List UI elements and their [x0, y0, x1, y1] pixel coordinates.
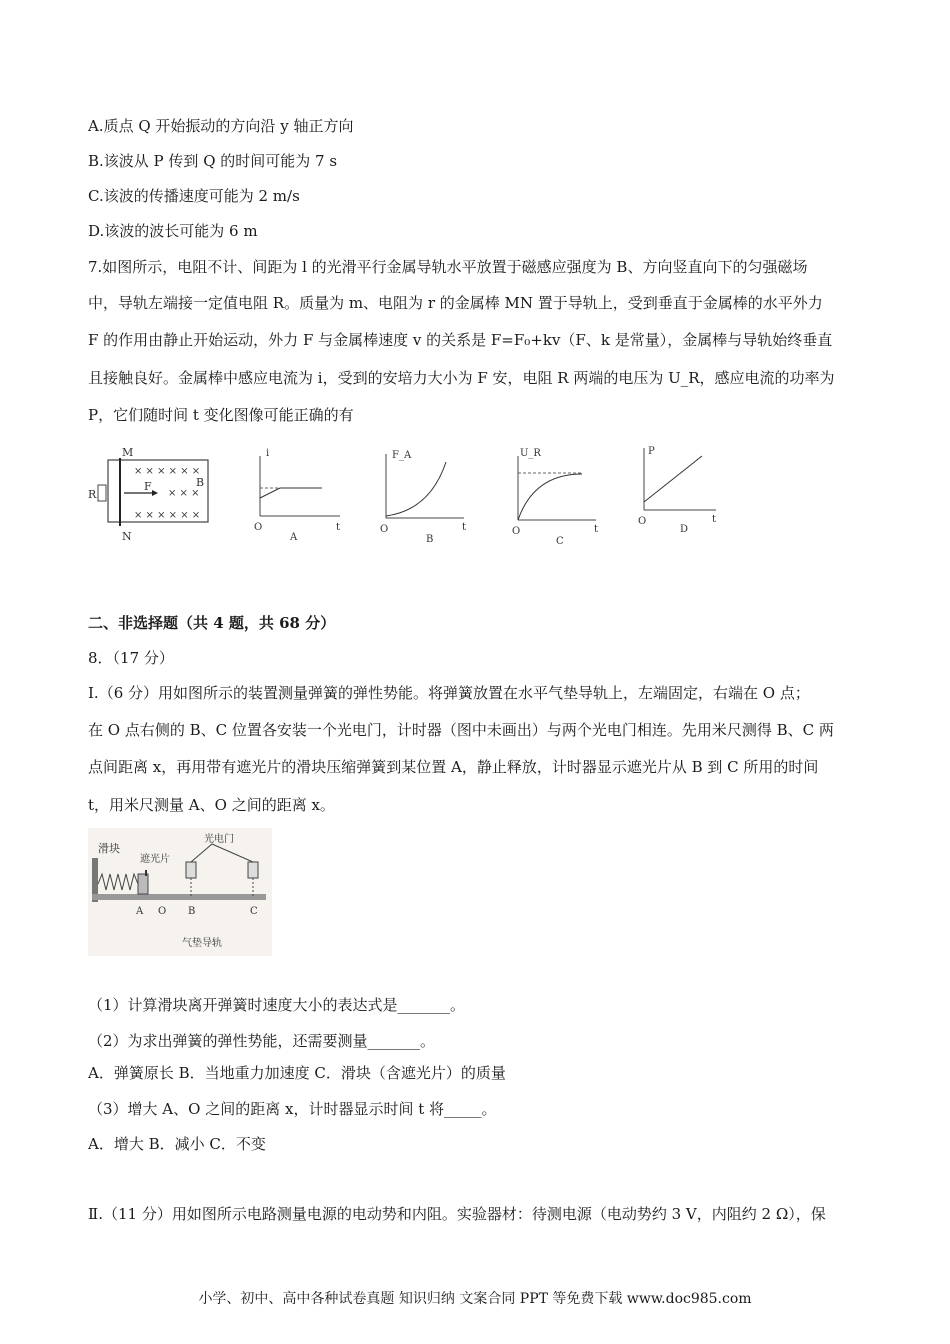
svg-text:O: O: [254, 522, 263, 533]
svg-text:× × ×: × × ×: [168, 488, 200, 499]
q6-option-a: A.质点 Q 开始振动的方向沿 y 轴正方向: [88, 117, 354, 135]
svg-text:遮光片: 遮光片: [140, 854, 170, 865]
graph-b: [380, 450, 466, 545]
svg-text:O: O: [638, 516, 647, 527]
rail-circuit-diagram: [88, 446, 208, 543]
svg-text:B: B: [196, 476, 205, 489]
q8-part2-line: Ⅱ.（11 分）用如图所示电路测量电源的电动势和内阻。实验器材：待测电源（电动势约 3 V，内阻约 2 Ω），保: [88, 1205, 826, 1223]
svg-text:P: P: [648, 446, 655, 457]
svg-text:气垫导轨: 气垫导轨: [182, 938, 222, 949]
q7-line-5: P，它们随时间 t 变化图像可能正确的有: [88, 406, 354, 424]
q7-line-4: 且接触良好。金属棒中感应电流为 i，受到的安培力大小为 F 安，电阻 R 两端的电压为 U_R，感应电流的功率为: [88, 369, 835, 387]
svg-text:× × × × × ×: × × × × × ×: [134, 510, 201, 521]
svg-text:F_A: F_A: [392, 450, 412, 461]
q8-question-1: （1）计算滑块离开弹簧时速度大小的表达式是_______。: [88, 996, 466, 1014]
svg-text:C: C: [250, 906, 258, 917]
svg-text:滑块: 滑块: [98, 842, 120, 855]
svg-text:R: R: [88, 488, 97, 501]
graph-c: [512, 448, 598, 547]
q8-part1-line-4: t，用米尺测量 A、O 之间的距离 x。: [88, 796, 335, 814]
section2-title: 二、非选择题（共 4 题，共 68 分）: [88, 614, 336, 632]
q7-line-1: 7.如图所示，电阻不计、间距为 l 的光滑平行金属导轨水平放置于磁感应强度为 B、方向竖直向下的匀强磁场: [88, 258, 808, 276]
page-footer: 小学、初中、高中各种试卷真题 知识归纳 文案合同 PPT 等免费下载 www.doc985.com: [198, 1291, 752, 1307]
svg-text:t: t: [594, 524, 599, 535]
svg-text:D: D: [680, 524, 689, 535]
q7-figure: [88, 440, 748, 560]
q8-part1-line-1: Ⅰ.（6 分）用如图所示的装置测量弹簧的弹性势能。将弹簧放置在水平气垫导轨上，左端固定，右端在 O 点；: [88, 684, 810, 702]
svg-text:光电门: 光电门: [204, 834, 234, 845]
q7-line-3: F 的作用由静止开始运动，外力 F 与金属棒速度 v 的关系是 F=F₀+kv（F、k 是常量），金属棒与导轨始终垂直: [88, 331, 833, 349]
svg-text:M: M: [122, 446, 134, 459]
q8-part1-line-2: 在 O 点右侧的 B、C 位置各安装一个光电门，计时器（图中未画出）与两个光电门相连。先用米尺测得 B、C 两: [88, 721, 834, 739]
graph-a: [254, 448, 340, 543]
svg-text:× × × × × ×: × × × × × ×: [134, 466, 201, 477]
svg-text:O: O: [158, 906, 167, 917]
svg-text:B: B: [188, 906, 196, 917]
air-track-diagram: [88, 828, 272, 956]
q8-question-2-options: A．弹簧原长 B．当地重力加速度 C．滑块（含遮光片）的质量: [88, 1064, 506, 1082]
graph-d: [638, 446, 716, 535]
q8-question-3: （3）增大 A、O 之间的距离 x，计时器显示时间 t 将_____。: [88, 1100, 497, 1118]
q6-option-d: D.该波的波长可能为 6 m: [88, 222, 258, 240]
svg-text:t: t: [462, 522, 467, 533]
svg-text:A: A: [290, 532, 298, 543]
q8-header: 8．（17 分）: [88, 649, 174, 667]
svg-text:t: t: [712, 514, 717, 525]
svg-text:N: N: [122, 530, 132, 543]
svg-text:F: F: [144, 480, 152, 493]
svg-text:O: O: [512, 526, 521, 537]
svg-text:B: B: [426, 534, 434, 545]
svg-text:A: A: [136, 906, 144, 917]
q8-part1-line-3: 点间距离 x，再用带有遮光片的滑块压缩弹簧到某位置 A，静止释放，计时器显示遮光片从 B 到 C 所用的时间: [88, 758, 819, 776]
svg-text:U_R: U_R: [520, 448, 541, 459]
q6-option-c: C.该波的传播速度可能为 2 m/s: [88, 187, 300, 205]
svg-text:i: i: [266, 448, 270, 459]
q7-line-2: 中，导轨左端接一定值电阻 R。质量为 m、电阻为 r 的金属棒 MN 置于导轨上，受到垂直于金属棒的水平外力: [88, 294, 823, 312]
q8-question-2: （2）为求出弹簧的弹性势能，还需要测量_______。: [88, 1032, 436, 1050]
q8-question-3-options: A．增大 B．减小 C．不变: [88, 1135, 266, 1153]
svg-text:t: t: [336, 522, 341, 533]
svg-text:O: O: [380, 524, 389, 535]
q6-option-b: B.该波从 P 传到 Q 的时间可能为 7 s: [88, 152, 338, 170]
svg-text:C: C: [556, 536, 564, 547]
